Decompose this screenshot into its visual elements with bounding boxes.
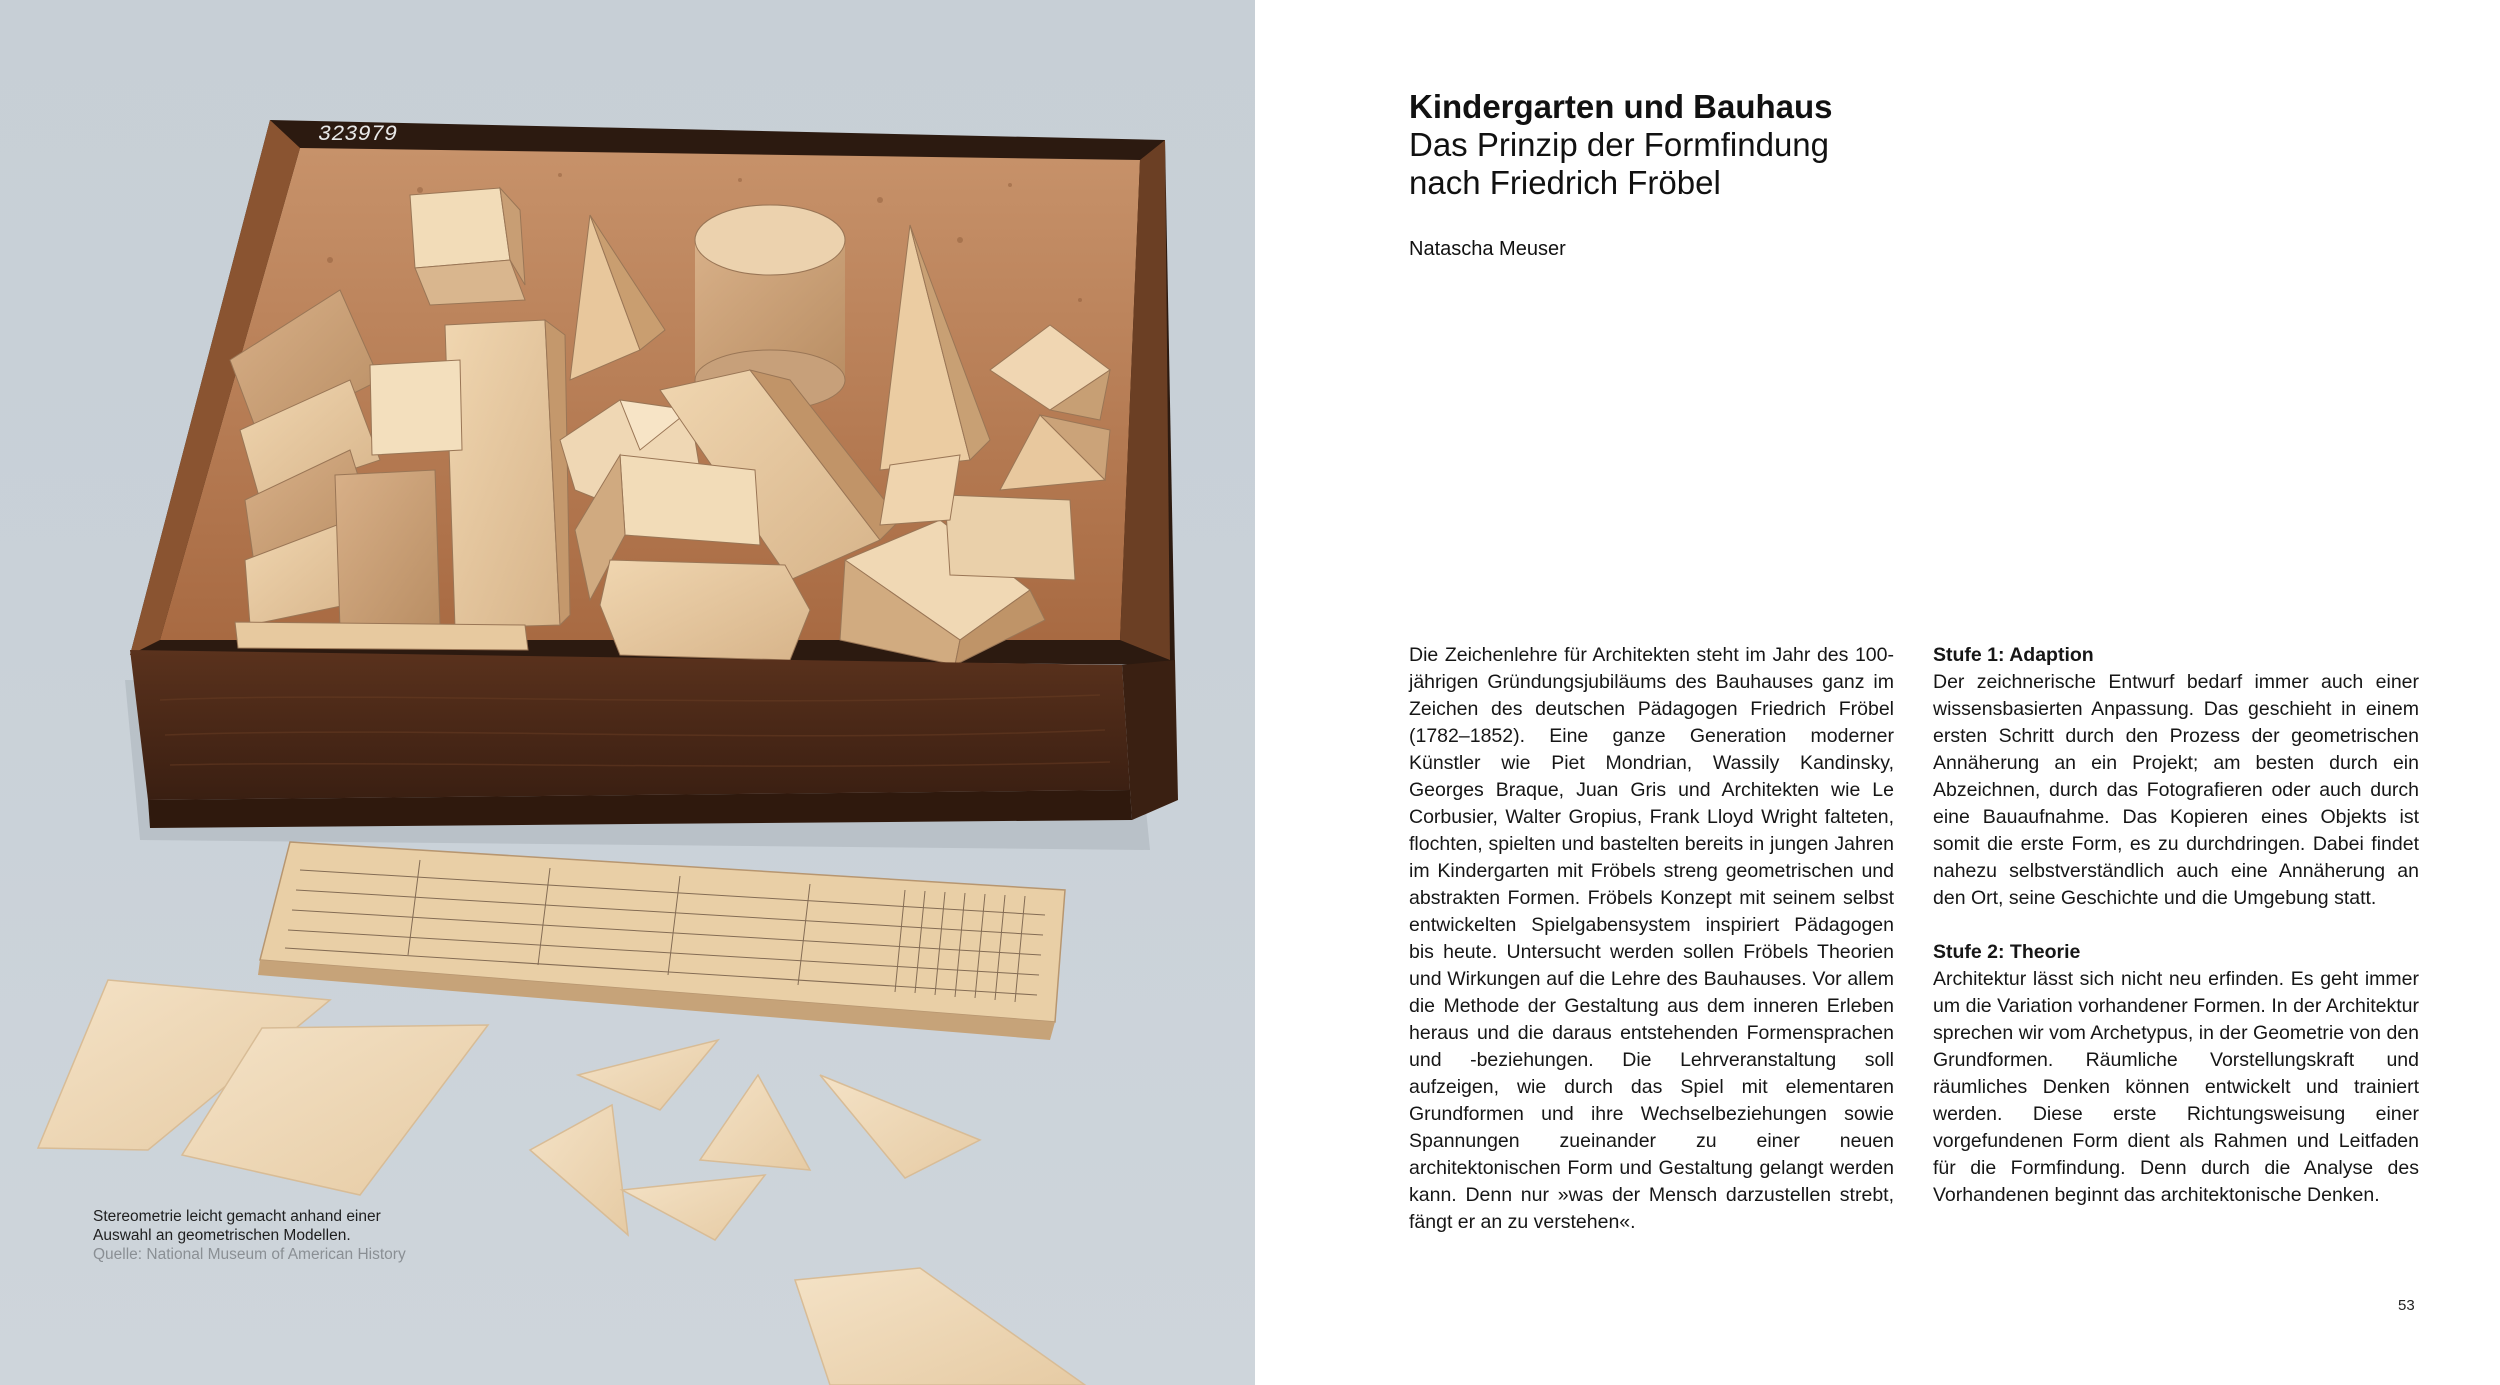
section-heading-theorie: Stufe 2: Theorie xyxy=(1933,941,2081,963)
inventory-number: 323979 xyxy=(318,122,398,147)
section-text-theorie: Architektur lässt sich nicht neu erfinden. Es geht immer um die Variation vorhandener Formen. In der Architektur sprechen wir vom Archetypus, in der Geometrie von den Grundformen. Räumliche Vorstellungskraft und räumliches Denken können entwickelt und trainiert werden. Diese erste Richtungsweisung einer vorgefundenen Form dient als Rahmen und Leitfaden für die Formfindung. Denn durch die Analyse des Vorhandenen beginnt das architektonische Denken. xyxy=(1933,968,2419,1206)
section-spacer xyxy=(1933,912,2419,939)
intro-paragraph: Die Zeichenlehre für Architekten steht im Jahr des 100-jährigen Gründungsjubiläums des Bauhauses ganz im Zeichen des deutschen Pädagogen Friedrich Fröbel (1782–1852). Eine ganze Generation moderner Künstler wie Piet Mondrian, Wassily Kandinsky, Georges Braque, Juan Gris und Architekten wie Le Corbusier, Walter Gropius, Frank Lloyd Wright falteten, flochten, spielten und bastelten bereits in jungen Jahren im Kindergarten mit Fröbels streng geometrischen und abstrakten Formen. Fröbels Konzept mit seinem selbst entwickelten Spielgabensystem inspiriert Pädagogen bis heute. Untersucht werden sollen Fröbels Theorien und Wirkungen auf die Lehre des Bauhauses. Vor allem die Methode der Gestaltung aus dem inneren Erleben heraus und die daraus entstehenden Formensprachen und -beziehungen. Die Lehrveranstaltung soll aufzeigen, wie durch das Spiel mit elementaren Grundformen und ihre Wechselbeziehungen sowie Spannungen zueinander zu einer neuen architektonischen Form und Gestaltung gelangt werden kann. Denn nur »was der Mensch darzustellen strebt, fängt er an zu verstehen«. xyxy=(1409,644,1894,1233)
article-title: Kindergarten und Bauhaus xyxy=(1409,88,1833,125)
text-column-right xyxy=(1933,642,2419,1209)
caption-line-2: Auswahl an geometrischen Modellen. xyxy=(93,1227,351,1244)
text-column-left xyxy=(1409,642,1894,1236)
photo-source: Quelle: National Museum of American History xyxy=(93,1246,406,1263)
section-heading-adaption: Stufe 1: Adaption xyxy=(1933,644,2094,666)
article-author: Natascha Meuser xyxy=(1409,238,1566,260)
photo-caption xyxy=(93,1207,513,1264)
subtitle-line-1: Das Prinzip der Formfindung xyxy=(1409,126,1830,163)
subtitle-line-2: nach Friedrich Fröbel xyxy=(1409,164,1721,201)
article-title-block xyxy=(1409,88,2109,202)
text-page xyxy=(1255,0,2500,1385)
caption-line-1: Stereometrie leicht gemacht anhand einer xyxy=(93,1208,381,1225)
article-subtitle xyxy=(1409,126,2109,202)
section-text-adaption: Der zeichnerische Entwurf bedarf immer auch einer wissensbasierten Anpassung. Das geschieht in einem ersten Schritt durch den Prozess der geometrischen Annäherung an ein Projekt; am besten durch ein Abzeichnen, durch das Fotografieren oder auch durch eine Bauaufnahme. Das Kopieren eines Objekts ist somit die erste Form, es zu durchdringen. Dabei findet nahezu selbstverständlich auch eine Annäherung an den Ort, seine Geschichte und die Umgebung statt. xyxy=(1933,671,2419,909)
page-number: 53 xyxy=(2398,1297,2415,1314)
wooden-box-front xyxy=(130,650,1130,800)
tangram-tiles xyxy=(38,980,1085,1385)
